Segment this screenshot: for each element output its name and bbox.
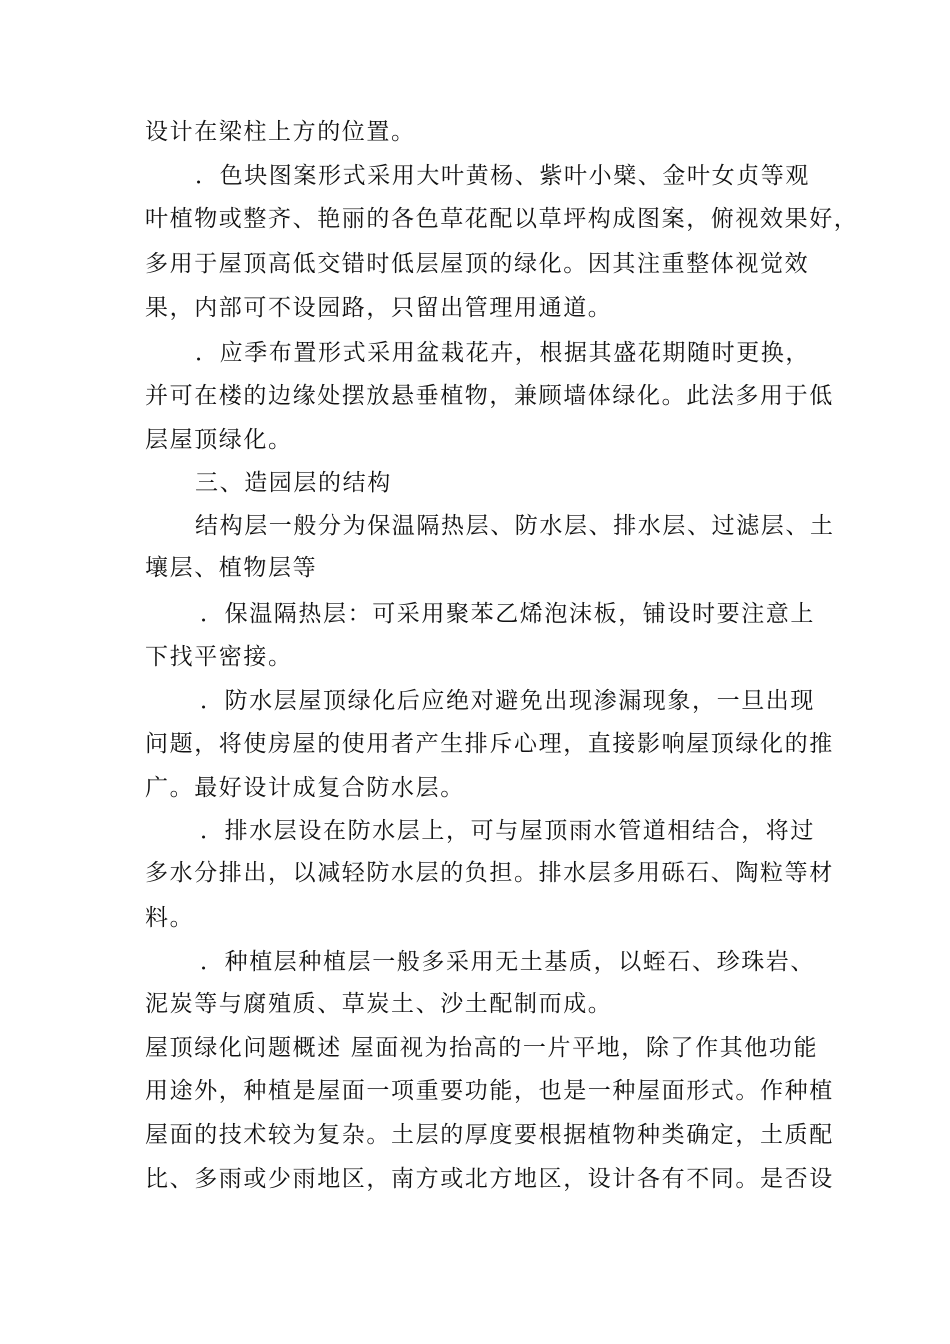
text-line: 多用于屋顶高低交错时低层屋顶的绿化。因其注重整体视觉效 [145,251,810,277]
text-line: ．防水层屋顶绿化后应绝对避免出现渗漏现象，一旦出现 [200,688,815,714]
text-line: 比、多雨或少雨地区，南方或北方地区，设计各有不同。是否设 [145,1166,834,1192]
text-line: 泥炭等与腐殖质、草炭土、沙土配制而成。 [145,991,613,1017]
text-line: 广。最好设计成复合防水层。 [145,775,465,801]
text-line: 层屋顶绿化。 [145,427,293,453]
text-line: 果，内部可不设园路，只留出管理用通道。 [145,295,613,321]
text-line: 屋面的技术较为复杂。土层的厚度要根据植物种类确定，土质配 [145,1122,834,1148]
section-heading: 三、造园层的结构 [195,470,392,496]
text-line: ．排水层设在防水层上，可与屋顶雨水管道相结合，将过 [200,818,815,844]
text-line: 屋顶绿化问题概述 屋面视为抬高的一片平地，除了作其他功能 [145,1035,819,1061]
text-line: 设计在梁柱上方的位置。 [145,119,416,145]
text-line: ．色块图案形式采用大叶黄杨、紫叶小檗、金叶女贞等观 [195,163,810,189]
text-line: ．应季布置形式采用盆栽花卉，根据其盛花期随时更换， [195,340,810,366]
text-line: ．种植层种植层一般多采用无土基质，以蛭石、珍珠岩、 [200,949,815,975]
text-line: 下找平密接。 [145,644,293,670]
text-line: 多水分排出，以减轻防水层的负担。排水层多用砾石、陶粒等材 [145,860,834,886]
text-line: 结构层一般分为保温隔热层、防水层、排水层、过滤层、土 [195,513,835,539]
text-line: 问题，将使房屋的使用者产生排斥心理，直接影响屋顶绿化的推 [145,731,834,757]
text-line: 并可在楼的边缘处摆放悬垂植物，兼顾墙体绿化。此法多用于低 [145,383,834,409]
text-line: ．保温隔热层：可采用聚苯乙烯泡沫板，铺设时要注意上 [200,601,815,627]
text-line: 叶植物或整齐、艳丽的各色草花配以草坪构成图案，俯视效果好， [145,206,859,232]
text-line: 料。 [145,905,195,931]
text-line: 用途外，种植是屋面一项重要功能，也是一种屋面形式。作种植 [145,1078,834,1104]
text-line: 壤层、植物层等 [145,555,318,581]
